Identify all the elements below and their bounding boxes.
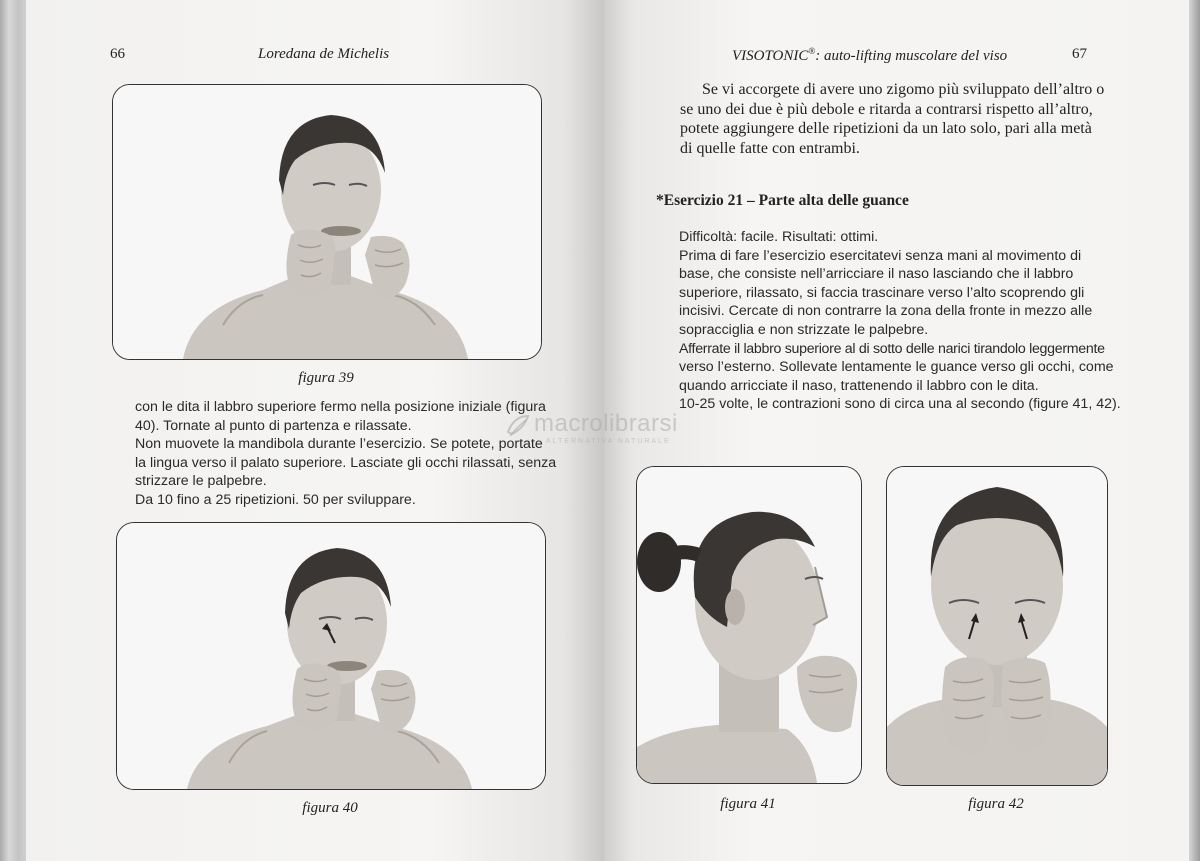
intro-line: di quelle fatte con entrambi. — [680, 139, 860, 157]
left-body-line: 40). Tornate al punto di partenza e rilassate. — [135, 417, 412, 434]
intro-paragraph — [680, 80, 1104, 158]
exercise-line: sopracciglia e non strizzate le palpebre. — [679, 321, 929, 338]
header-registered-mark: ® — [808, 46, 816, 56]
header-subtitle: : auto-lifting muscolare del viso — [815, 48, 1008, 64]
intro-line: Se vi accorgete di avere uno zigomo più sviluppato dell’altro o — [702, 81, 1105, 98]
exercise-heading: *Esercizio 21 – Parte alta delle guance — [656, 192, 909, 209]
figure-39-caption: figura 39 — [298, 370, 354, 386]
exercise-line: base, che consiste nell’arricciare il naso lasciando che il labbro — [679, 266, 1074, 283]
exercise-line: 10-25 volte, le contrazioni sono di circa una al secondo (figure 41, 42). — [679, 396, 1121, 413]
watermark-tagline: ALTERNATIVA NATURALE — [546, 438, 671, 445]
left-body-text — [135, 398, 556, 510]
intro-line: potete aggiungere delle ripetizioni da un lato solo, pari alla metà — [680, 120, 1092, 137]
left-body-line: Da 10 fino a 25 ripetizioni. 50 per sviluppare. — [135, 491, 416, 508]
exercise-line: Afferrate il labbro superiore al di sotto delle narici tirandolo leggermente — [679, 340, 1105, 357]
exercise-line: Prima di fare l’esercizio esercitatevi senza mani al movimento di — [679, 247, 1082, 264]
figure-42-photo — [886, 466, 1108, 786]
figure-39-photo — [112, 84, 542, 360]
watermark-logo-icon — [504, 412, 532, 440]
exercise-line: verso l’esterno. Sollevate lentamente le guance verso gli occhi, come — [679, 359, 1114, 376]
exercise-line: Difficoltà: facile. Risultati: ottimi. — [679, 229, 879, 245]
right-running-header — [732, 46, 1007, 65]
figure-41-caption: figura 41 — [720, 796, 776, 812]
exercise-body-text — [679, 228, 1121, 414]
right-page-number: 67 — [1072, 46, 1087, 62]
book-edge-left — [0, 0, 26, 861]
header-brand: VISOTONIC — [732, 48, 809, 64]
left-running-header: Loredana de Michelis — [258, 46, 390, 62]
left-body-line: strizzare le palpebre. — [135, 473, 267, 490]
left-page-number: 66 — [110, 46, 125, 62]
exercise-line: incisivi. Cercate di non contrarre la zona della fronte in mezzo alle — [679, 303, 1093, 320]
book-edge-right — [1189, 0, 1200, 861]
figure-41-photo — [636, 466, 862, 784]
figure-40-photo — [116, 522, 546, 790]
figure-42-caption: figura 42 — [968, 796, 1024, 812]
left-body-line: la lingua verso il palato superiore. Lasciate gli occhi rilassati, senza — [135, 454, 557, 471]
exercise-line: superiore, rilassato, si faccia trascinare verso l’alto scoprendo gli — [679, 284, 1085, 301]
left-body-line: con le dita il labbro superiore fermo nella posizione iniziale (figura — [135, 399, 546, 415]
watermark — [498, 408, 718, 454]
figure-40-caption: figura 40 — [302, 800, 358, 816]
watermark-name: macrolibrarsi — [534, 410, 678, 437]
left-body-line: Non muovete la mandibola durante l’esercizio. Se potete, portate — [135, 436, 543, 453]
intro-line: se uno dei due è più debole e ritarda a contrarsi rispetto all’altro, — [680, 100, 1093, 118]
exercise-line: quando arricciate il naso, trattenendo il labbro con le dita. — [679, 377, 1039, 394]
